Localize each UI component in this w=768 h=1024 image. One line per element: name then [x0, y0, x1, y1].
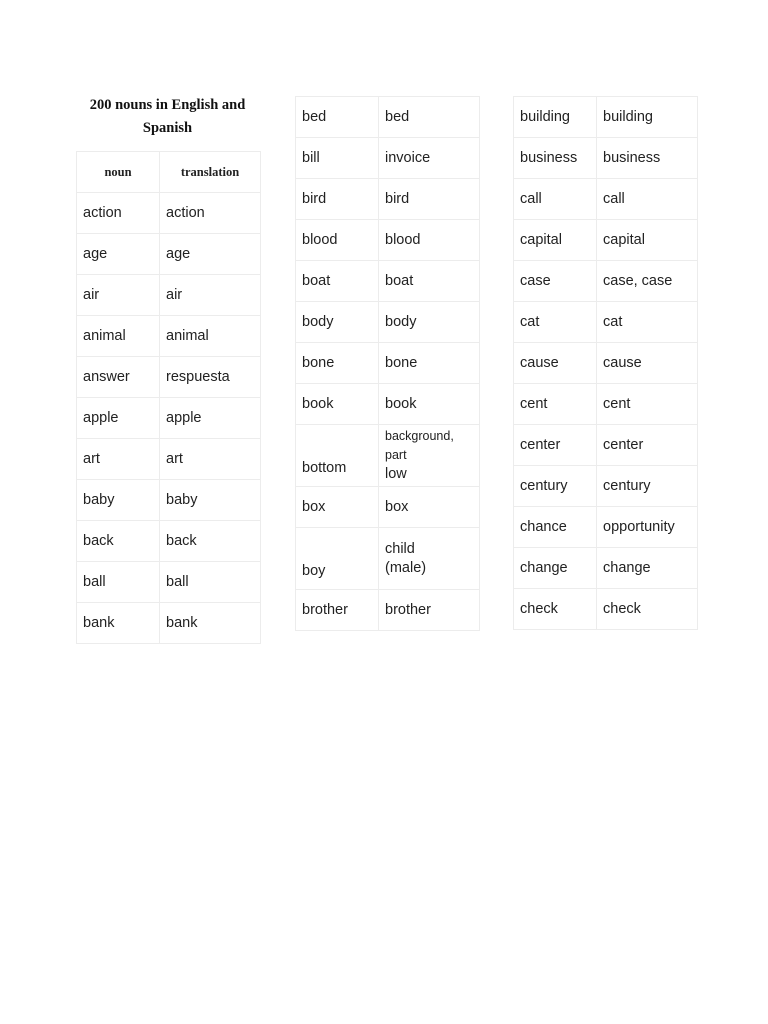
table-row [296, 179, 480, 220]
noun-cell: box [296, 487, 379, 528]
translation-cell: age [160, 234, 261, 275]
noun-cell: boy [296, 528, 379, 590]
translation-cell [379, 528, 480, 590]
translation-cell: brother [379, 590, 480, 631]
noun-cell: apple [77, 398, 160, 439]
noun-cell: animal [77, 316, 160, 357]
translation-cell: invoice [379, 138, 480, 179]
translation-cell: art [160, 439, 261, 480]
translation-cell: bank [160, 603, 261, 644]
noun-cell: call [514, 179, 597, 220]
table-row [514, 97, 698, 138]
table-row [296, 302, 480, 343]
noun-cell: cat [514, 302, 597, 343]
table-row [296, 528, 480, 590]
table-row [77, 234, 261, 275]
table-row [514, 384, 698, 425]
translation-cell: bird [379, 179, 480, 220]
translation-line: (male) [385, 559, 427, 576]
table-row [514, 425, 698, 466]
translation-cell: baby [160, 480, 261, 521]
translation-cell: apple [160, 398, 261, 439]
noun-cell: answer [77, 357, 160, 398]
noun-cell: bank [77, 603, 160, 644]
translation-cell: bone [379, 343, 480, 384]
table-row [296, 343, 480, 384]
translation-cell: respuesta [160, 357, 261, 398]
noun-cell: art [77, 439, 160, 480]
table-row [514, 138, 698, 179]
table-row [296, 384, 480, 425]
noun-cell: ball [77, 562, 160, 603]
translation-cell: cat [597, 302, 698, 343]
translation-cell: body [379, 302, 480, 343]
table-row [77, 193, 261, 234]
table-row [296, 138, 480, 179]
translation-cell: back [160, 521, 261, 562]
table-row [514, 261, 698, 302]
vocab-table-1 [76, 151, 261, 644]
table-row [514, 589, 698, 630]
noun-cell: baby [77, 480, 160, 521]
translation-cell: capital [597, 220, 698, 261]
noun-cell: chance [514, 507, 597, 548]
translation-cell: animal [160, 316, 261, 357]
translation-cell: ball [160, 562, 261, 603]
translation-cell: check [597, 589, 698, 630]
table-row [296, 425, 480, 487]
table-row [296, 487, 480, 528]
translation-cell: cent [597, 384, 698, 425]
translation-cell: action [160, 193, 261, 234]
noun-cell: age [77, 234, 160, 275]
table-row [296, 261, 480, 302]
noun-cell: case [514, 261, 597, 302]
noun-cell: capital [514, 220, 597, 261]
table-row [77, 398, 261, 439]
table-row [514, 343, 698, 384]
noun-cell: business [514, 138, 597, 179]
table-row [514, 179, 698, 220]
table-row [77, 316, 261, 357]
table-row [514, 548, 698, 589]
table-row [77, 480, 261, 521]
translation-cell: century [597, 466, 698, 507]
noun-cell: bird [296, 179, 379, 220]
table-row [77, 439, 261, 480]
vocab-table-2 [295, 96, 480, 631]
table-row [77, 275, 261, 316]
translation-line: child [385, 540, 415, 557]
translation-cell: cause [597, 343, 698, 384]
table-row [77, 357, 261, 398]
translation-cell: bed [379, 97, 480, 138]
translation-cell: building [597, 97, 698, 138]
table-row [296, 97, 480, 138]
translation-cell: air [160, 275, 261, 316]
translation-cell: center [597, 425, 698, 466]
translation-cell: boat [379, 261, 480, 302]
noun-cell: body [296, 302, 379, 343]
table-header-row [77, 152, 261, 193]
table-row [514, 302, 698, 343]
noun-cell: building [514, 97, 597, 138]
noun-cell: air [77, 275, 160, 316]
translation-line: background, part [385, 429, 454, 462]
noun-cell: back [77, 521, 160, 562]
translation-cell: case, case [597, 261, 698, 302]
noun-cell: bill [296, 138, 379, 179]
vocab-table-3 [513, 96, 698, 630]
table-row [296, 220, 480, 261]
translation-cell: call [597, 179, 698, 220]
translation-cell: blood [379, 220, 480, 261]
translation-cell: book [379, 384, 480, 425]
translation-cell: box [379, 487, 480, 528]
table-row [77, 562, 261, 603]
noun-cell: bone [296, 343, 379, 384]
table-row [296, 590, 480, 631]
noun-cell: bottom [296, 425, 379, 487]
noun-cell: cause [514, 343, 597, 384]
table-row [514, 507, 698, 548]
noun-cell: boat [296, 261, 379, 302]
noun-cell: brother [296, 590, 379, 631]
column-header-translation: translation [160, 152, 261, 193]
noun-cell: cent [514, 384, 597, 425]
table-row [514, 466, 698, 507]
column-header-noun: noun [77, 152, 160, 193]
noun-cell: book [296, 384, 379, 425]
noun-cell: check [514, 589, 597, 630]
translation-cell: change [597, 548, 698, 589]
noun-cell: action [77, 193, 160, 234]
table-row [514, 220, 698, 261]
translation-cell: business [597, 138, 698, 179]
translation-cell [379, 425, 480, 487]
translation-line: low [385, 466, 407, 482]
noun-cell: center [514, 425, 597, 466]
translation-cell: opportunity [597, 507, 698, 548]
noun-cell: century [514, 466, 597, 507]
noun-cell: blood [296, 220, 379, 261]
noun-cell: bed [296, 97, 379, 138]
table-row [77, 603, 261, 644]
noun-cell: change [514, 548, 597, 589]
table-row [77, 521, 261, 562]
page-title: 200 nouns in English and Spanish [89, 97, 246, 136]
